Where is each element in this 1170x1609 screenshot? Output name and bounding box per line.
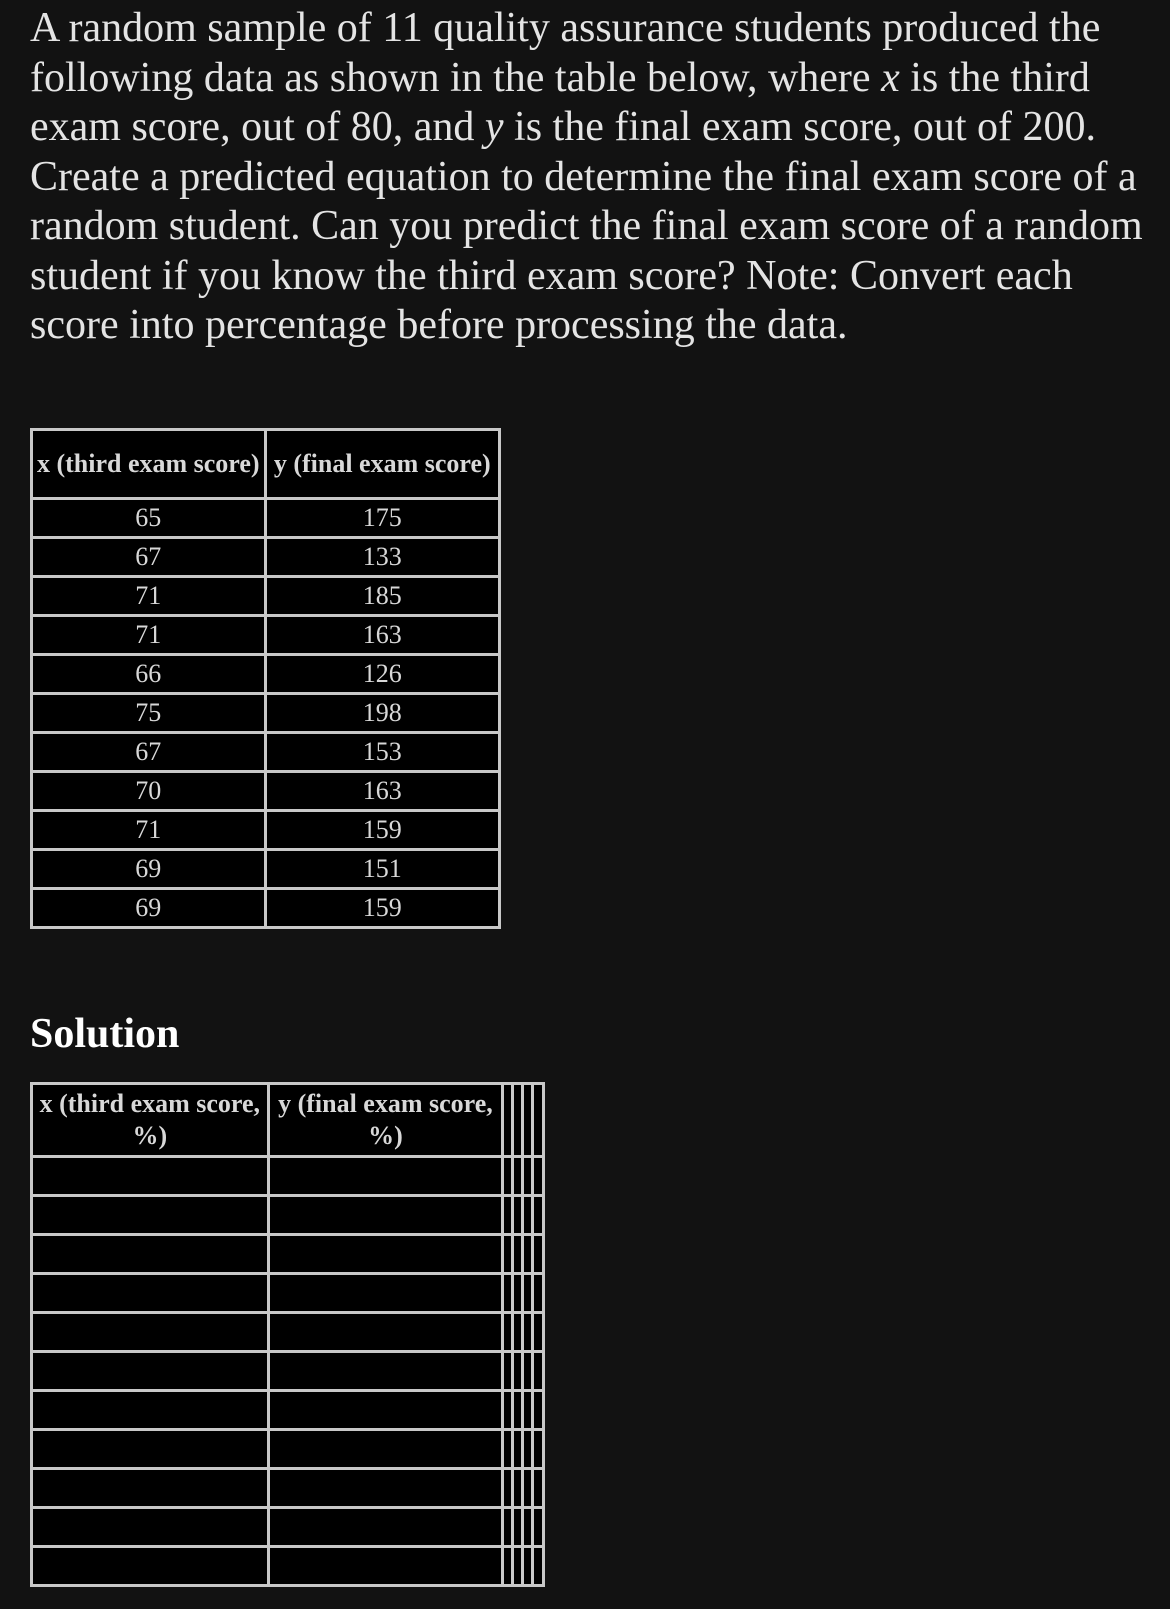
cell-y: 159 [265, 811, 500, 850]
table-row [32, 811, 500, 850]
empty-cell [513, 1430, 523, 1469]
cell-x: 66 [32, 655, 266, 694]
empty-cell [32, 1508, 269, 1547]
empty-cell [533, 1313, 544, 1352]
table-row [32, 1430, 544, 1469]
cell-y: 185 [265, 577, 500, 616]
empty-cell [32, 1274, 269, 1313]
empty-cell [523, 1430, 533, 1469]
table-row [32, 538, 500, 577]
solution-table-header-row [32, 1084, 544, 1157]
table-row [32, 889, 500, 928]
empty-cell [533, 1430, 544, 1469]
cell-x: 71 [32, 577, 266, 616]
empty-cell [513, 1157, 523, 1196]
table-row [32, 772, 500, 811]
cell-y: 133 [265, 538, 500, 577]
table-row [32, 1508, 544, 1547]
empty-cell [533, 1157, 544, 1196]
empty-cell [32, 1430, 269, 1469]
table-row [32, 499, 500, 538]
cell-x: 69 [32, 850, 266, 889]
cell-x: 65 [32, 499, 266, 538]
empty-cell [268, 1274, 503, 1313]
cell-y: 175 [265, 499, 500, 538]
data-table-header-row [32, 430, 500, 499]
table-row [32, 655, 500, 694]
empty-cell [32, 1352, 269, 1391]
cell-y: 163 [265, 772, 500, 811]
empty-cell [32, 1313, 269, 1352]
solution-header-blank [513, 1084, 523, 1157]
empty-cell [268, 1508, 503, 1547]
table-row [32, 1313, 544, 1352]
table-row [32, 1547, 544, 1586]
empty-cell [268, 1196, 503, 1235]
variable-y: y [484, 104, 504, 150]
table-row [32, 1196, 544, 1235]
empty-cell [503, 1508, 513, 1547]
empty-cell [503, 1391, 513, 1430]
table-row [32, 616, 500, 655]
empty-cell [268, 1157, 503, 1196]
empty-cell [523, 1547, 533, 1586]
cell-x: 71 [32, 811, 266, 850]
solution-header-blank [533, 1084, 544, 1157]
cell-y: 163 [265, 616, 500, 655]
cell-y: 151 [265, 850, 500, 889]
solution-header-x: x (third exam score, %) [32, 1084, 269, 1157]
empty-cell [513, 1196, 523, 1235]
empty-cell [523, 1196, 533, 1235]
empty-cell [503, 1313, 513, 1352]
table-row [32, 1469, 544, 1508]
empty-cell [523, 1313, 533, 1352]
empty-cell [533, 1547, 544, 1586]
header-x: x (third exam score) [32, 430, 266, 499]
empty-cell [503, 1157, 513, 1196]
cell-x: 67 [32, 538, 266, 577]
table-row [32, 1235, 544, 1274]
empty-cell [503, 1352, 513, 1391]
cell-y: 126 [265, 655, 500, 694]
empty-cell [32, 1469, 269, 1508]
cell-y: 153 [265, 733, 500, 772]
solution-heading: Solution [30, 1011, 180, 1057]
problem-text-part2: is the third exam score, out of 80, and [30, 54, 1090, 150]
table-row [32, 1391, 544, 1430]
cell-x: 69 [32, 889, 266, 928]
problem-statement [30, 4, 1155, 351]
empty-cell [533, 1196, 544, 1235]
table-row [32, 733, 500, 772]
empty-cell [268, 1547, 503, 1586]
table-row [32, 694, 500, 733]
empty-cell [268, 1352, 503, 1391]
table-row [32, 577, 500, 616]
variable-x: x [881, 54, 900, 101]
empty-cell [32, 1235, 269, 1274]
cell-x: 70 [32, 772, 266, 811]
empty-cell [533, 1352, 544, 1391]
empty-cell [523, 1235, 533, 1274]
header-y: y (final exam score) [265, 430, 500, 499]
empty-cell [32, 1196, 269, 1235]
empty-cell [533, 1469, 544, 1508]
empty-cell [533, 1235, 544, 1274]
empty-cell [268, 1235, 503, 1274]
empty-cell [523, 1391, 533, 1430]
table-row [32, 1352, 544, 1391]
empty-cell [513, 1274, 523, 1313]
data-table [30, 428, 501, 929]
cell-y: 198 [265, 694, 500, 733]
empty-cell [533, 1274, 544, 1313]
solution-header-y: y (final exam score, %) [268, 1084, 503, 1157]
empty-cell [503, 1547, 513, 1586]
empty-cell [268, 1391, 503, 1430]
table-row [32, 1274, 544, 1313]
empty-cell [32, 1391, 269, 1430]
empty-cell [32, 1547, 269, 1586]
problem-text-part1: A random sample of 11 quality assurance students produced the following data as shown in the table below, where [30, 5, 1101, 101]
empty-cell [503, 1469, 513, 1508]
empty-cell [513, 1508, 523, 1547]
empty-cell [523, 1469, 533, 1508]
empty-cell [503, 1235, 513, 1274]
table-row [32, 850, 500, 889]
empty-cell [523, 1157, 533, 1196]
empty-cell [533, 1508, 544, 1547]
empty-cell [533, 1391, 544, 1430]
solution-header-blank [523, 1084, 533, 1157]
empty-cell [32, 1157, 269, 1196]
solution-table [30, 1082, 545, 1587]
empty-cell [503, 1196, 513, 1235]
cell-x: 67 [32, 733, 266, 772]
empty-cell [503, 1274, 513, 1313]
empty-cell [513, 1352, 523, 1391]
table-row [32, 1157, 544, 1196]
empty-cell [513, 1469, 523, 1508]
empty-cell [503, 1430, 513, 1469]
empty-cell [268, 1430, 503, 1469]
empty-cell [523, 1508, 533, 1547]
empty-cell [513, 1235, 523, 1274]
cell-y: 159 [265, 889, 500, 928]
empty-cell [268, 1469, 503, 1508]
solution-header-blank [503, 1084, 513, 1157]
empty-cell [523, 1274, 533, 1313]
cell-x: 75 [32, 694, 266, 733]
empty-cell [513, 1391, 523, 1430]
empty-cell [513, 1547, 523, 1586]
empty-cell [268, 1313, 503, 1352]
empty-cell [523, 1352, 533, 1391]
problem-text-part3: is the final exam score, out of 200. Create a predicted equation to determine the final exam score of a random student. Can you predict the final exam score of a random student if you know the third exam score? Note: Convert each score into percentage before processing the data. [30, 104, 1143, 348]
cell-x: 71 [32, 616, 266, 655]
empty-cell [513, 1313, 523, 1352]
